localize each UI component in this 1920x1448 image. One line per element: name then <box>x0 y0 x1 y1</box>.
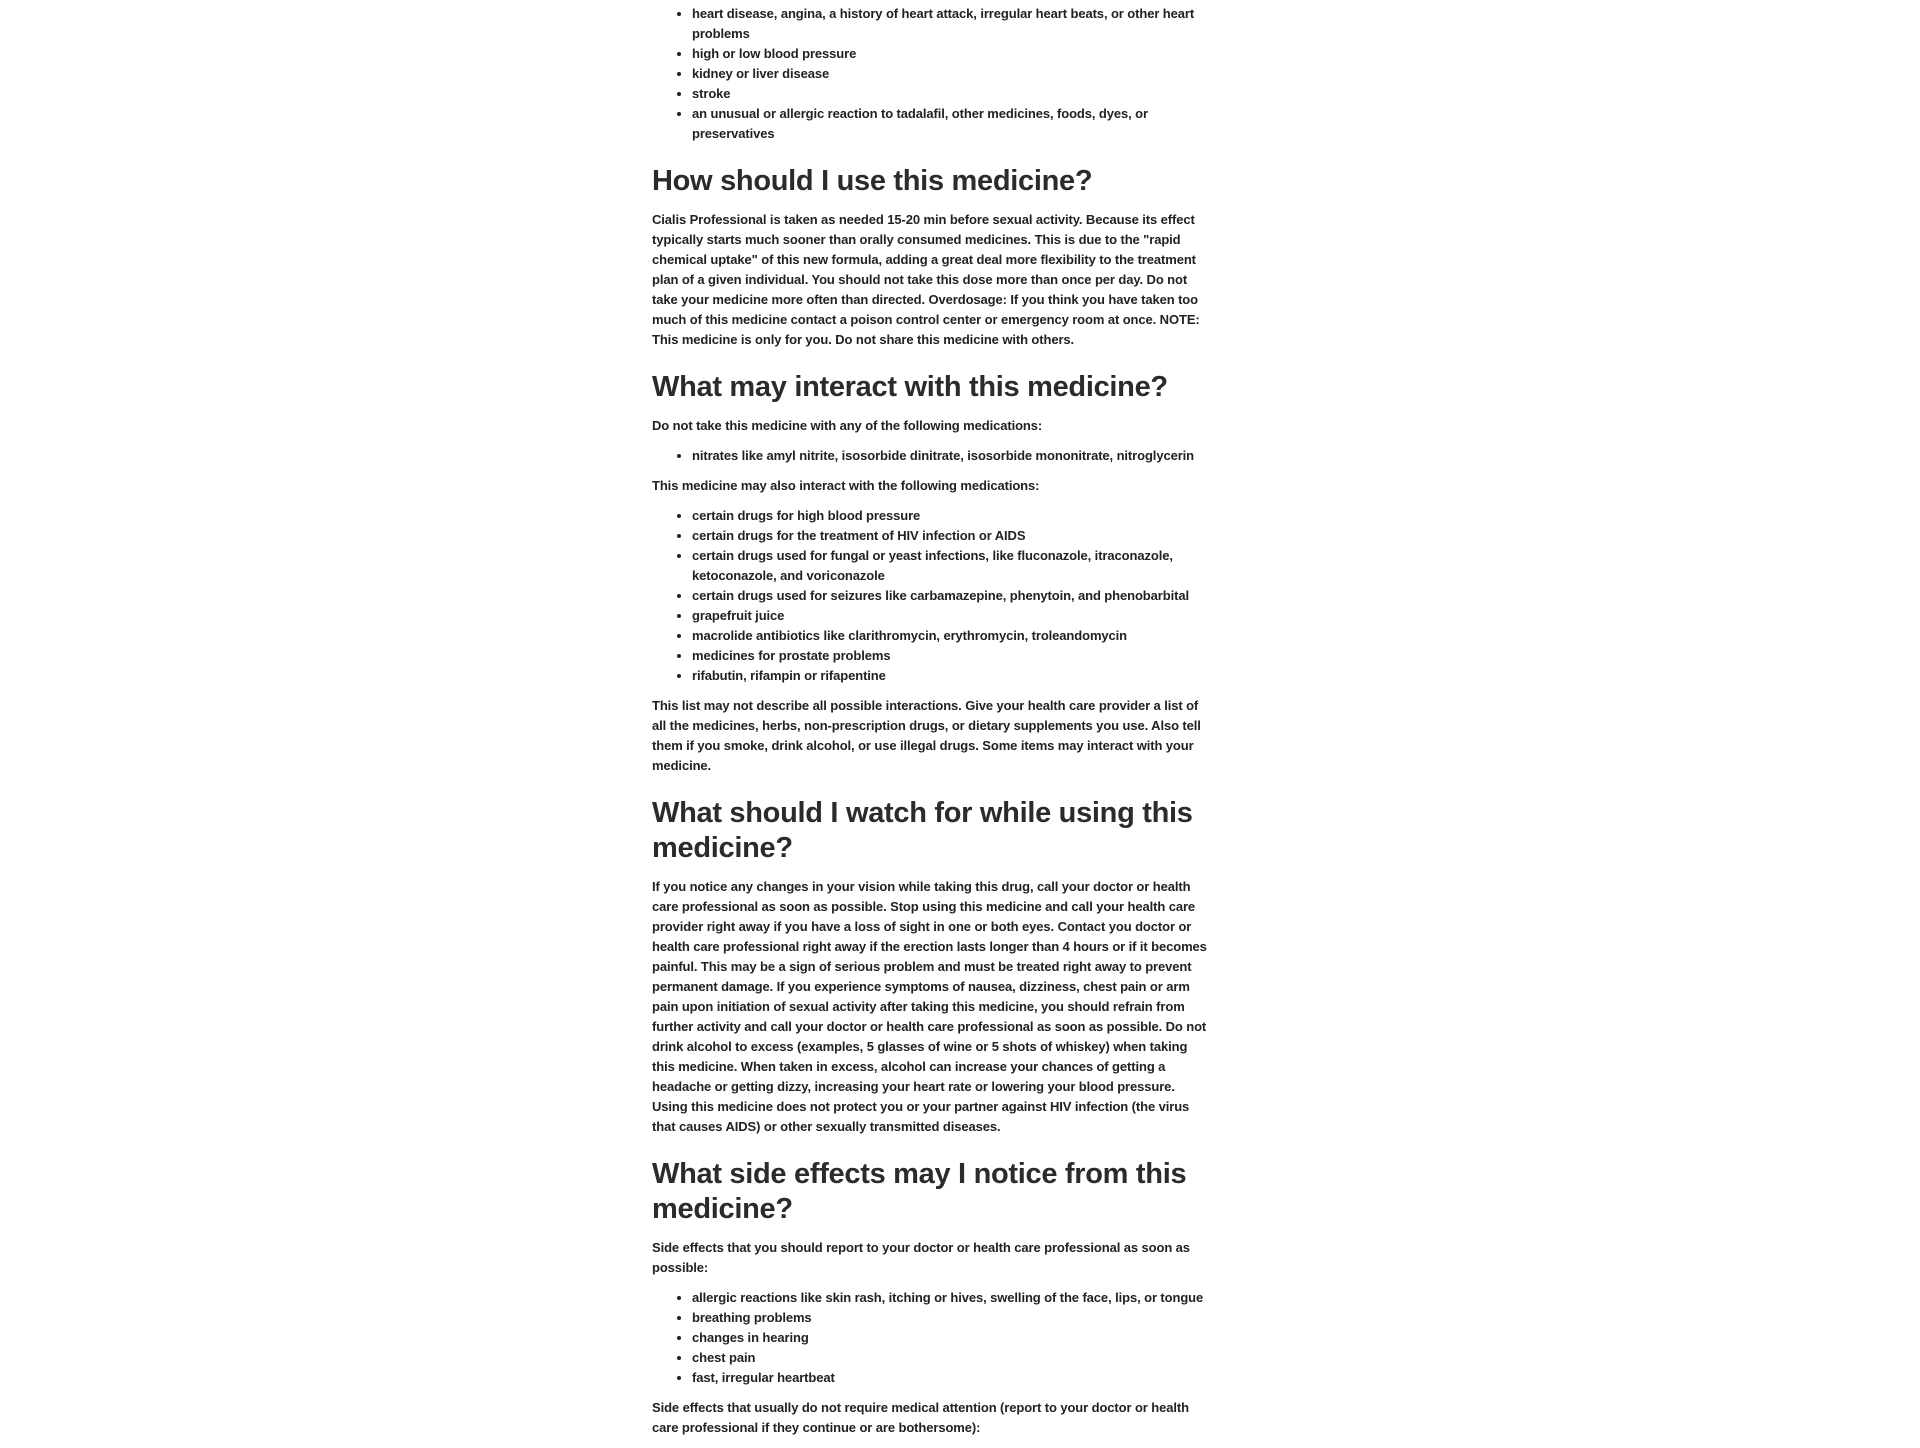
section-heading-use: How should I use this medicine? <box>652 165 1093 197</box>
list-item: • rifabutin, rifampin or rifapentine <box>692 666 1212 686</box>
list-item: • nitrates like amyl nitrite, isosorbide dinitrate, isosorbide mononitrate, nitroglycerin <box>692 446 1212 466</box>
interactions-intro-2: This medicine may also interact with the following medications: <box>652 478 1040 493</box>
list-item: • high or low blood pressure <box>692 44 1212 64</box>
interactions-intro: Do not take this medicine with any of the following medications: <box>652 418 1043 433</box>
list-item: • allergic reactions like skin rash, itching or hives, swelling of the face, lips, or tongue <box>692 1288 1212 1308</box>
list-item: • certain drugs for high blood pressure <box>692 506 1212 526</box>
list-item: • breathing problems <box>692 1308 1212 1328</box>
list-item: • certain drugs used for fungal or yeast infections, like fluconazole, itraconazole, ketoconazole, and voriconazole <box>692 546 1212 586</box>
list-item: • macrolide antibiotics like clarithromycin, erythromycin, troleandomycin <box>692 626 1212 646</box>
list-item: • an unusual or allergic reaction to tadalafil, other medicines, foods, dyes, or preservatives <box>692 104 1212 144</box>
list-item: • medicines for prostate problems <box>692 646 1212 666</box>
list-item: • certain drugs for the treatment of HIV infection or AIDS <box>692 526 1212 546</box>
list-item: • stroke <box>692 84 1212 104</box>
contraindicated-list <box>652 446 1212 466</box>
list-item: • grapefruit juice <box>692 606 1212 626</box>
list-item: • changes in hearing <box>692 1328 1212 1348</box>
section-heading-interactions: What may interact with this medicine? <box>652 371 1168 403</box>
side-effects-list <box>652 1288 1212 1388</box>
list-item: • certain drugs used for seizures like carbamazepine, phenytoin, and phenobarbital <box>692 586 1212 606</box>
use-paragraph: Cialis Professional is taken as needed 15-20 min before sexual activity. Because its effect typically starts much sooner than orally consumed medicines. This is due to the "rapid chemical uptake" of this new formula, adding a great deal more flexibility to the treatment plan of a given individual. You should not take this dose more than once per day. Do not take your medicine more often than directed. Overdosage: If you think you have taken too much of this medicine contact a poison control center or emergency room at once. NOTE: This medicine is only for you. Do not share this medicine with others. <box>652 212 1200 347</box>
list-item: • kidney or liver disease <box>692 64 1212 84</box>
list-item: • fast, irregular heartbeat <box>692 1368 1212 1388</box>
article-body <box>652 0 1212 1448</box>
watch-paragraph: If you notice any changes in your vision while taking this drug, call your doctor or health care professional as soon as possible. Stop using this medicine and call your health care provider right away if you have a loss of sight in one or both eyes. Contact you doctor or health care professional right away if the erection lasts longer than 4 hours or if it becomes painful. This may be a sign of serious problem and must be treated right away to prevent permanent damage. If you experience symptoms of nausea, dizziness, chest pain or arm pain upon initiation of sexual activity after taking this medicine, you should refrain from further activity and call your doctor or health care professional as soon as possible. Do not drink alcohol to excess (examples, 5 glasses of wine or 5 shots of whiskey) when taking this medicine. When taken in excess, alcohol can increase your chances of getting a headache or getting dizzy, increasing your heart rate or lowering your blood pressure. Using this medicine does not protect you or your partner against HIV infection (the virus that causes AIDS) or other sexually transmitted diseases. <box>652 879 1207 1134</box>
list-item: • heart disease, angina, a history of heart attack, irregular heart beats, or other heart problems <box>692 4 1212 44</box>
interactions-list <box>652 506 1212 686</box>
section-heading-side-effects: What side effects may I notice from this medicine? <box>652 1158 1187 1225</box>
section-heading-watch: What should I watch for while using this medicine? <box>652 797 1193 864</box>
side-effects-intro: Side effects that you should report to your doctor or health care professional as soon as possible: <box>652 1240 1190 1275</box>
list-item: • chest pain <box>692 1348 1212 1368</box>
interactions-outro: This list may not describe all possible interactions. Give your health care provider a list of all the medicines, herbs, non-prescription drugs, or dietary supplements you use. Also tell them if you smoke, drink alcohol, or use illegal drugs. Some items may interact with your medicine. <box>652 698 1201 773</box>
precautions-list <box>652 0 1212 144</box>
side-effects-intro-2: Side effects that usually do not require medical attention (report to your doctor or health care professional if they continue or are bothersome): <box>652 1400 1189 1435</box>
